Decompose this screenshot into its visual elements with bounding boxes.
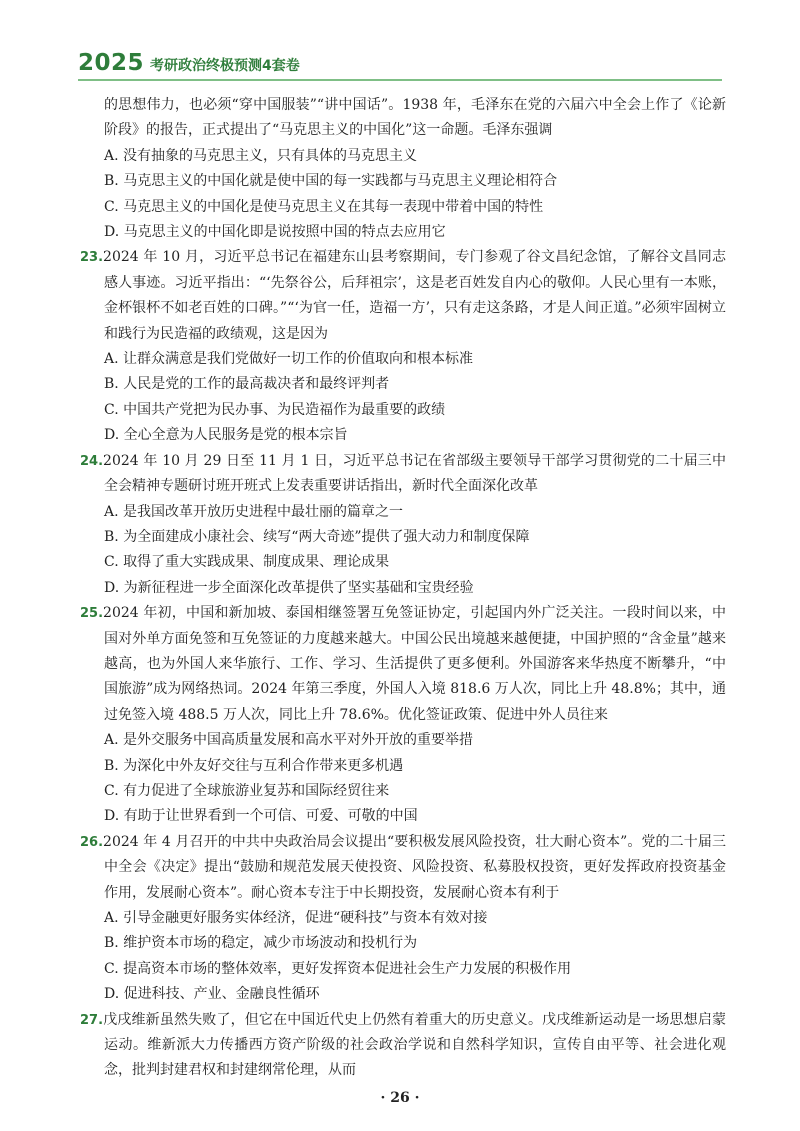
option-24-d: D. 为新征程进一步全面深化改革提供了坚实基础和宝贵经验 <box>104 579 474 596</box>
question-number: 23. <box>80 250 104 266</box>
header-year: 2025 <box>78 50 145 76</box>
option-23-c: C. 中国共产党把为民办事、为民造福作为最重要的政绩 <box>104 401 446 418</box>
option-25-a: A. 是外交服务中国高质量发展和高水平对外开放的重要举措 <box>104 732 474 749</box>
option-22-b: B. 马克思主义的中国化就是使中国的每一实践都与马克思主义理论相符合 <box>104 173 558 190</box>
question-24 <box>80 449 726 500</box>
question-stem: 2024 年初，中国和新加坡、泰国相继签署互免签证协定，引起国内外广泛关注。一段时间以来，中国对外单方面免签和互免签证的力度越来越大。中国公民出境越来越便捷，中国护照的“含金量”越来越高，也为外国人来华旅行、工作、学习、生活提供了更多便利。外国游客来华热度不断攀升，“中国旅游”成为网络热词。2024 年第三季度，外国人入境 818.6 万人次，同比上升 48.8%；其中，通过免签入境 488.5 万人次，同比上升 78.6%。优化签证政策、促进中外人员往来 <box>103 605 726 723</box>
option-24-b: B. 为全面建成小康社会、续写“两大奇迹”提供了强大动力和制度保障 <box>104 528 530 545</box>
option-26-a: A. 引导金融更好服务实体经济，促进“硬科技”与资本有效对接 <box>104 910 488 926</box>
question-23 <box>80 245 726 347</box>
question-stem: 2024 年 4 月召开的中共中央政治局会议提出“要积极发展风险投资，壮大耐心资本”。党的二十届三中全会《决定》提出“鼓励和规范发展天使投资、风险投资、私募股权投资，更好发挥政府投资基金作用，发展耐心资本”。耐心资本专注于中长期投资，发展耐心资本有利于 <box>103 833 726 901</box>
question-stem: 2024 年 10 月 29 日至 11 月 1 日，习近平总书记在省部级主要领导干部学习贯彻党的二十届三中全会精神专题研讨班开班式上发表重要讲话指出，新时代全面深化改革 <box>103 452 726 495</box>
header-divider <box>78 79 722 81</box>
option-26-d: D. 促进科技、产业、金融良性循环 <box>104 986 320 1003</box>
option-25-b: B. 为深化中外友好交往与互利合作带来更多机遇 <box>104 757 404 774</box>
question-27 <box>80 1008 726 1084</box>
page-header <box>78 50 300 76</box>
header-title: 考研政治终极预测4套卷 <box>150 58 300 74</box>
option-22-d: D. 马克思主义的中国化即是说按照中国的特点去应用它 <box>104 224 446 241</box>
option-22-a: A. 没有抽象的马克思主义，只有具体的马克思主义 <box>104 147 418 164</box>
option-24-a: A. 是我国改革开放历史进程中最壮丽的篇章之一 <box>104 503 404 520</box>
question-number: 24. <box>80 453 104 469</box>
question-number: 25. <box>80 606 104 622</box>
question-content <box>80 93 726 1084</box>
option-26-c: C. 提高资本市场的整体效率，更好发挥资本促进社会生产力发展的积极作用 <box>104 960 572 977</box>
option-25-d: D. 有助于让世界看到一个可信、可爱、可敬的中国 <box>104 808 418 825</box>
question-25 <box>80 601 726 728</box>
option-23-d: D. 全心全意为人民服务是党的根本宗旨 <box>104 427 348 444</box>
option-23-b: B. 人民是党的工作的最高裁决者和最终评判者 <box>104 376 390 393</box>
option-24-c: C. 取得了重大实践成果、制度成果、理论成果 <box>104 554 390 571</box>
option-26-b: B. 维护资本市场的稳定，减少市场波动和投机行为 <box>104 935 418 952</box>
question-stem: 戊戌维新虽然失败了，但它在中国近代史上仍然有着重大的历史意义。戊戌维新运动是一场思想启蒙运动。维新派大力传播西方资产阶级的社会政治学说和自然科学知识，宣传自由平等、社会进化观念，批判封建君权和封建纲常伦理，从而 <box>103 1011 726 1079</box>
question-number: 27. <box>80 1012 104 1028</box>
question-stem: 2024 年 10 月，习近平总书记在福建东山县考察期间，专门参观了谷文昌纪念馆，了解谷文昌同志感人事迹。习近平指出：“‘先祭谷公，后拜祖宗’，这是老百姓发自内心的敬仰。人民心里有一本账，金杯银杯不如老百姓的口碑。”“‘为官一任，造福一方’，只有走这条路，才是人间正道。”必须牢固树立和践行为民造福的政绩观，这是因为 <box>103 249 726 342</box>
question-26 <box>80 830 726 906</box>
option-22-c: C. 马克思主义的中国化是使马克思主义在其每一表现中带着中国的特性 <box>104 198 544 215</box>
continued-stem: 的思想伟力，也必须“穿中国服装”“讲中国话”。1938 年，毛泽东在党的六届六中全会上作了《论新阶段》的报告，正式提出了“马克思主义的中国化”这一命题。毛泽东强调 <box>104 97 726 139</box>
option-25-c: C. 有力促进了全球旅游业复苏和国际经贸往来 <box>104 782 390 799</box>
question-number: 26. <box>80 834 104 850</box>
option-23-a: A. 让群众满意是我们党做好一切工作的价值取向和根本标准 <box>104 351 474 368</box>
page-number: · 26 · <box>380 1090 420 1106</box>
